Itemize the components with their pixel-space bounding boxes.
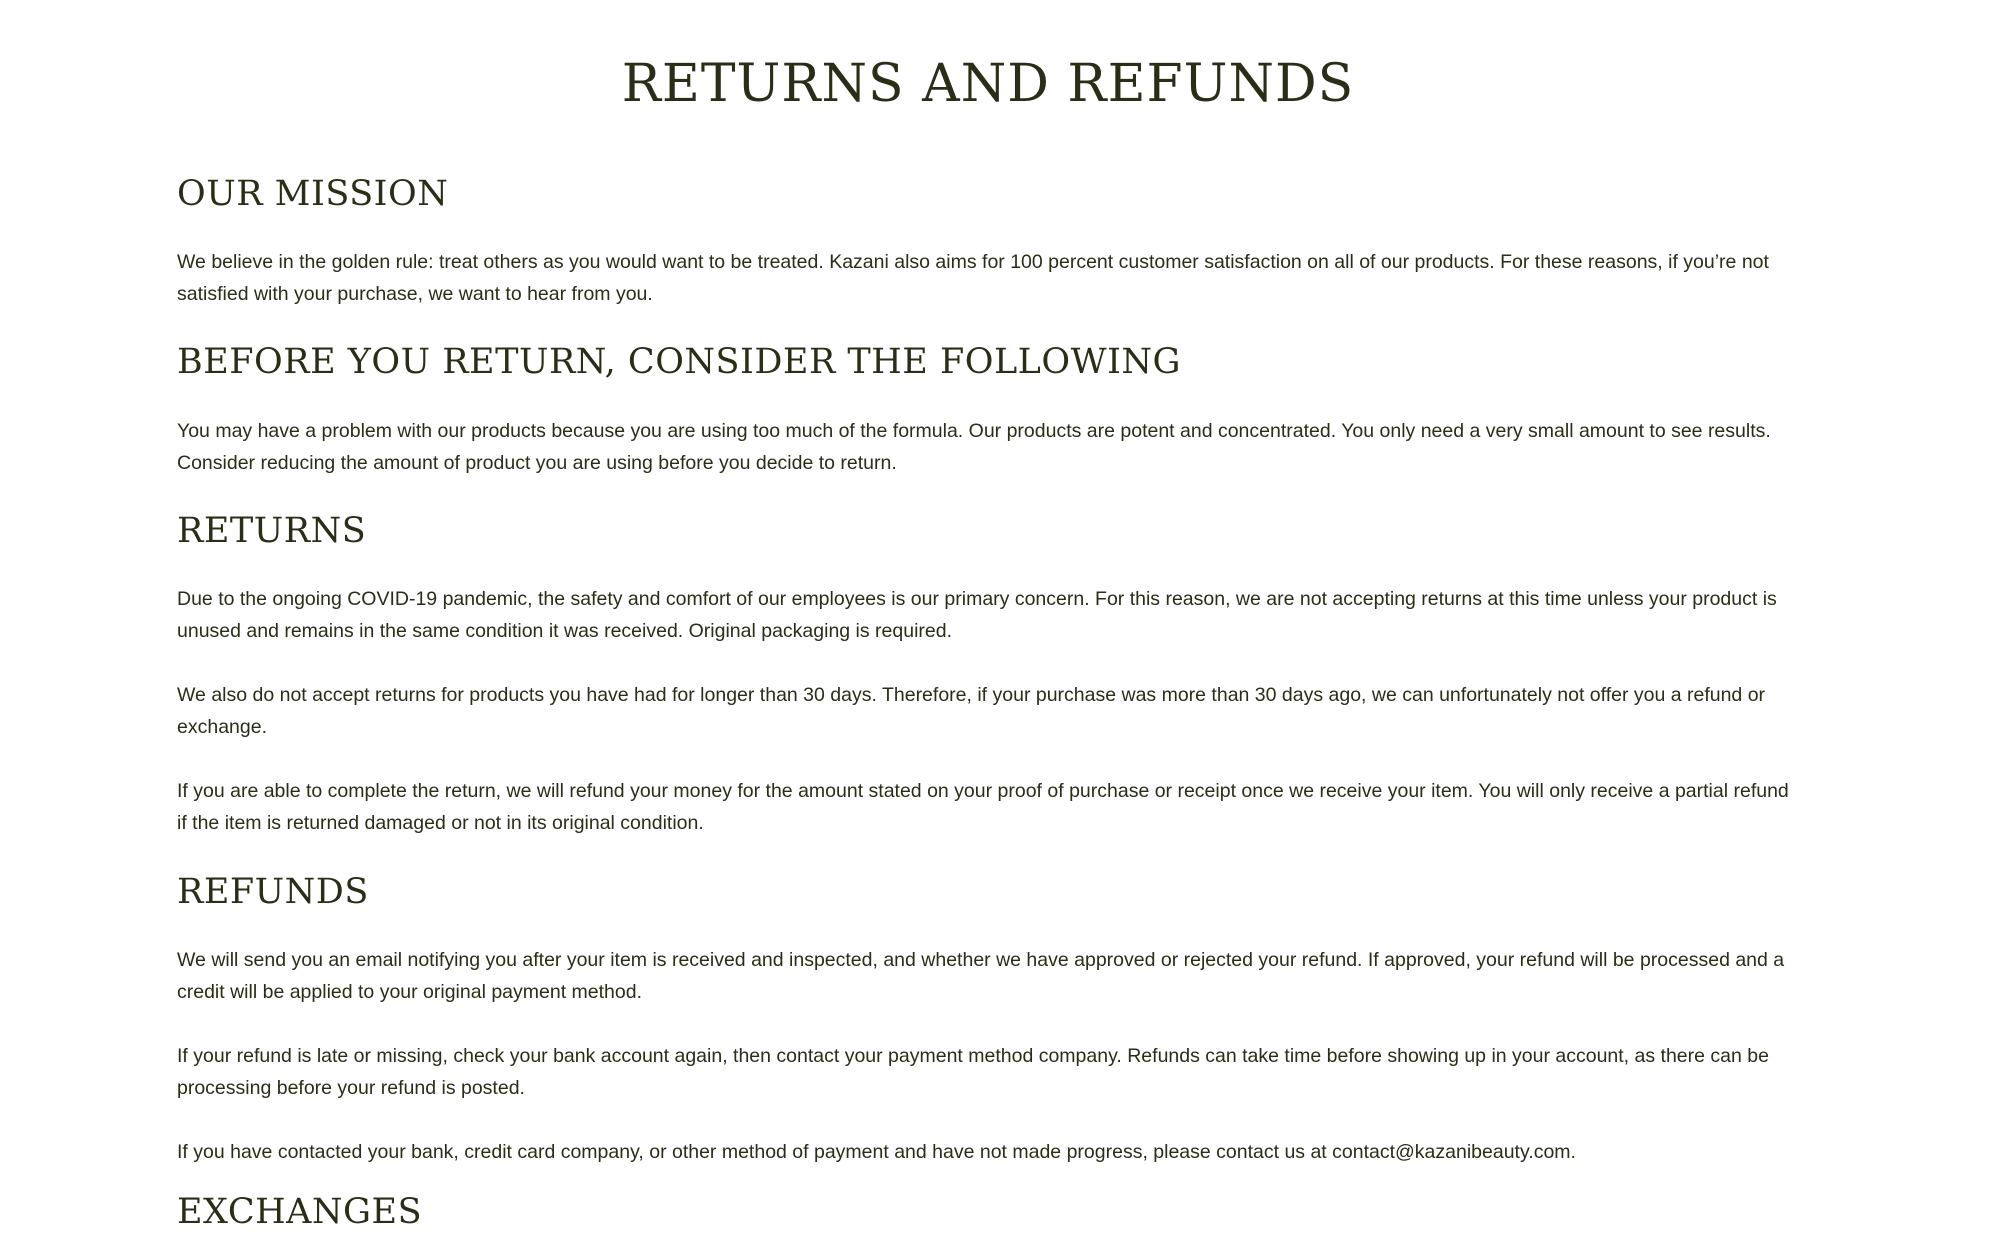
contact-suffix: . [1570, 1141, 1576, 1163]
contact-text: If you have contacted your bank, credit card company, or other method of payment and have not made progress, please contact us at [177, 1141, 1333, 1163]
before-return-paragraph: You may have a problem with our products because you are using too much of the formula. Our products are potent and concentrated. You only need a very small amount to see results. Consider reducing the amount of product you are using before you decide to return. [177, 420, 1771, 474]
mission-paragraph: We believe in the golden rule: treat others as you would want to be treated. Kazani also aims for 100 percent customer satisfaction on all of our products. For these reasons, if you’re not satisfied with your purchase, we want to hear from you. [177, 251, 1769, 305]
page-title: RETURNS AND REFUNDS [621, 54, 1355, 114]
heading-returns: RETURNS [177, 511, 367, 551]
heading-before-you-return: BEFORE YOU RETURN, CONSIDER THE FOLLOWING [177, 342, 1182, 382]
contact-email-link[interactable]: contact@kazanibeauty.com [1332, 1141, 1571, 1163]
refunds-paragraph-email: We will send you an email notifying you after your item is received and inspected, and whether we have approved or rejected your refund. If approved, your refund will be processed and a credit will be applied to your original payment method. [177, 949, 1785, 1003]
returns-paragraph-covid: Due to the ongoing COVID-19 pandemic, the safety and comfort of our employees is our primary concern. For this reason, we are not accepting returns at this time unless your product is unused and remains in the same condition it was received. Original packaging is required. [177, 588, 1777, 642]
heading-exchanges: EXCHANGES [177, 1192, 423, 1232]
returns-paragraph-30-days: We also do not accept returns for products you have had for longer than 30 days. Therefore, if your purchase was more than 30 days ago, we can unfortunately not offer you a refund or exchange. [177, 684, 1766, 738]
refunds-paragraph-late: If your refund is late or missing, check your bank account again, then contact your payment method company. Refunds can take time before showing up in your account, as there can be processing before your refund is posted. [177, 1045, 1769, 1099]
heading-our-mission: OUR MISSION [177, 174, 449, 214]
returns-paragraph-refund-amount: If you are able to complete the return, we will refund your money for the amount stated on your proof of purchase or receipt once we receive your item. You will only receive a partial refund if the item is returned damaged or not in its original condition. [177, 780, 1789, 834]
heading-refunds: REFUNDS [177, 872, 369, 912]
refunds-paragraph-contact [177, 1136, 1797, 1168]
